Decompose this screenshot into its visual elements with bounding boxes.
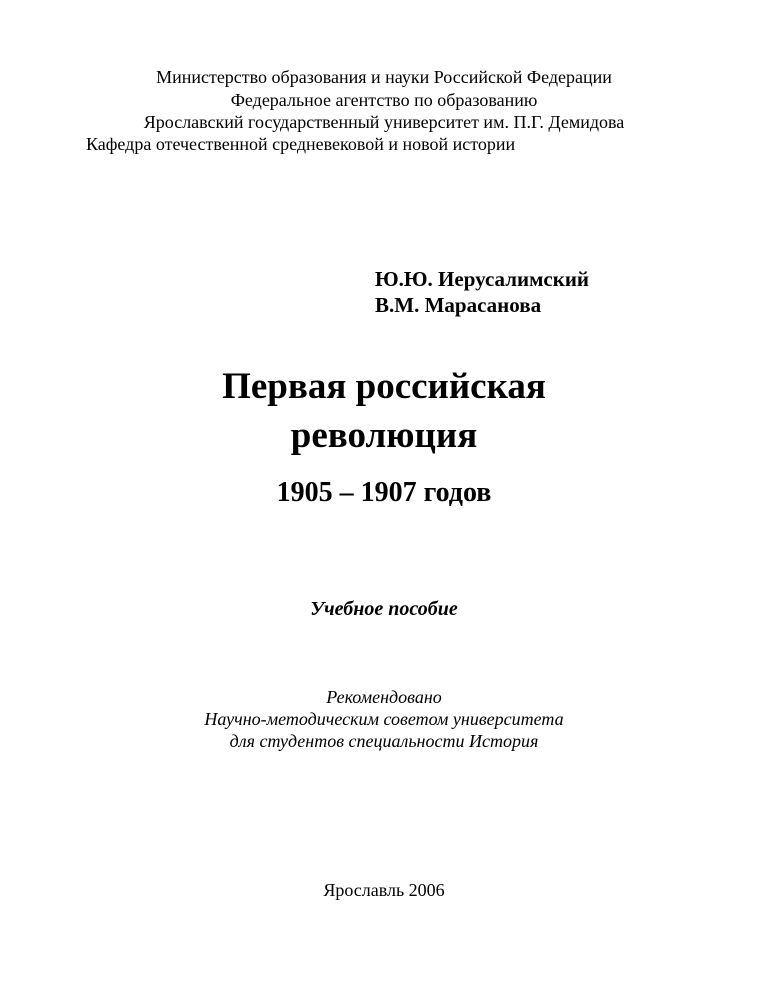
recommendation-line: для студентов специальности История: [229, 731, 539, 751]
genre-label: Учебное пособие: [310, 598, 458, 620]
title-years: 1905 – 1907 годов: [276, 477, 492, 508]
title-line-2: революция: [290, 415, 478, 456]
department-line: Кафедра отечественной средневековой и новой истории: [86, 134, 516, 154]
author-name: Ю.Ю. Иерусалимский: [375, 267, 590, 291]
recommendation-line: Научно-методическим советом университета: [204, 709, 564, 729]
university-line: Ярославский государственный университет им. П.Г. Демидова: [143, 112, 625, 132]
author-name: В.М. Марасанова: [375, 293, 542, 317]
title-line-1: Первая российская: [222, 366, 546, 407]
imprint-city-year: Ярославль 2006: [323, 880, 445, 900]
ministry-line: Министерство образования и науки Российской Федерации: [156, 67, 612, 87]
recommendation-line: Рекомендовано: [326, 687, 442, 707]
agency-line: Федеральное агентство по образованию: [230, 90, 538, 110]
